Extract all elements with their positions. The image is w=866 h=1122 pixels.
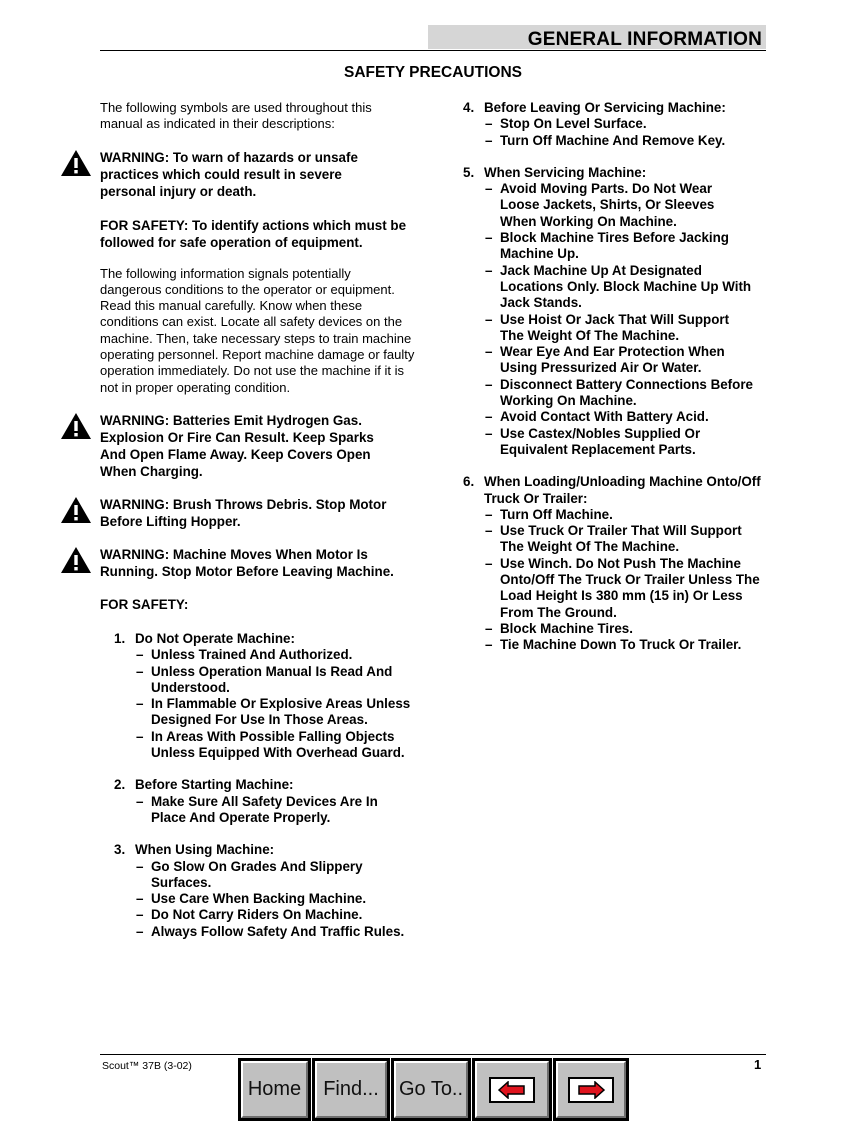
safety-item-3 [114, 842, 414, 940]
list-item: – Unless Operation Manual Is Read And Understood. [136, 663, 393, 695]
list-item: – Jack Machine Up At Designated Locations Only. Block Machine Up With Jack Stands. [485, 262, 752, 311]
sub-item-text: Unless Trained And Authorized. [151, 647, 353, 663]
warning-machine-text: WARNING: Machine Moves When Motor Is Running. Stop Motor Before Leaving Machine. [100, 546, 394, 579]
warning-batteries [100, 412, 400, 480]
sub-item-text: Use Castex/Nobles Supplied Or Equivalent Replacement Parts. [500, 425, 701, 457]
left-column [100, 100, 430, 940]
sub-item-text: Avoid Contact With Battery Acid. [500, 409, 709, 425]
list-item: – Disconnect Battery Connections Before Working On Machine. [485, 376, 753, 409]
sub-item-text: Avoid Moving Parts. Do Not Wear Loose Jackets, Shirts, Or Sleeves When Working On Machine. [500, 181, 715, 229]
warning-machine-moves [100, 546, 425, 580]
arrow-right-icon [568, 1077, 614, 1103]
safety-item-1 [114, 631, 414, 761]
list-item: – Unless Trained And Authorized. [136, 647, 353, 663]
list-item: – In Areas With Possible Falling Objects Unless Equipped With Overhead Guard. [136, 728, 405, 761]
item-title: Before Leaving Or Servicing Machine: [484, 100, 726, 115]
find-button-label: Find... [323, 1078, 379, 1100]
list-item: – Use Care When Backing Machine. [136, 891, 367, 907]
goto-button-label: Go To.. [398, 1078, 464, 1100]
sub-item-text: In Areas With Possible Falling Objects Unless Equipped With Overhead Guard. [151, 728, 405, 761]
sub-item-text: Turn Off Machine And Remove Key. [500, 132, 726, 148]
safety-item-4 [463, 100, 763, 149]
list-item: – Wear Eye And Ear Protection When Using Pressurized Air Or Water. [485, 344, 725, 376]
list-item: – Use Truck Or Trailer That Will Support The Weight Of The Machine. [485, 523, 742, 555]
safety-list-left [114, 631, 414, 940]
list-item: – Do Not Carry Riders On Machine. [136, 907, 363, 923]
sub-item-text: Do Not Carry Riders On Machine. [151, 907, 363, 923]
list-item: – Turn Off Machine. [485, 506, 613, 522]
list-item: – Stop On Level Surface. [485, 116, 647, 132]
list-item: – Avoid Contact With Battery Acid. [485, 409, 709, 425]
for-safety-heading: FOR SAFETY: [100, 596, 189, 612]
warning-brush-text: WARNING: Brush Throws Debris. Stop Motor Before Lifting Hopper. [100, 496, 387, 529]
warning-triangle-icon [60, 412, 92, 440]
arrow-left-icon [489, 1077, 535, 1103]
sub-item-text: Unless Operation Manual Is Read And Understood. [151, 663, 393, 695]
home-button[interactable] [238, 1058, 311, 1121]
sub-item-text: Jack Machine Up At Designated Locations Only. Block Machine Up With Jack Stands. [500, 262, 752, 311]
sub-item-text: Disconnect Battery Connections Before Working On Machine. [500, 376, 753, 409]
list-item: – Use Castex/Nobles Supplied Or Equivalent Replacement Parts. [485, 425, 701, 457]
list-item: – Go Slow On Grades And Slippery Surfaces. [136, 858, 363, 890]
find-button[interactable] [312, 1058, 390, 1121]
list-item: – In Flammable Or Explosive Areas Unless Designed For Use In Those Areas. [136, 696, 411, 728]
goto-button[interactable] [391, 1058, 471, 1121]
sub-item-text: Always Follow Safety And Traffic Rules. [151, 923, 405, 939]
item-number: 4. [463, 100, 475, 115]
item-title: Do Not Operate Machine: [135, 630, 295, 646]
item-number: 5. [463, 164, 475, 180]
item-title: When Servicing Machine: [484, 164, 647, 180]
list-item: – Block Machine Tires Before Jacking Machine Up. [485, 230, 729, 262]
header-rule [100, 50, 766, 51]
warning-definition-text: WARNING: To warn of hazards or unsafe practices which could result in severe personal injury or death. [100, 149, 358, 199]
footer-doc-id: Scout™ 37B (3-02) [102, 1060, 192, 1072]
warning-brush [100, 496, 415, 530]
intro-text: The following symbols are used throughout this manual as indicated in their descriptions: [100, 100, 372, 132]
item-number: 1. [114, 630, 126, 646]
signals-text: The following information signals potentially dangerous conditions to the operator or equipment. Read this manual carefully. Know when these conditions can exist. Locate all safety devices on the machine. Then, take necessary steps to train machine operating personnel. Report machine damage or faulty operation immediately. Do not use the machine if it is not in proper operating condition. [100, 265, 415, 395]
sub-item-text: Use Truck Or Trailer That Will Support The Weight Of The Machine. [500, 523, 742, 555]
safety-item-6 [463, 474, 763, 653]
item-number: 6. [463, 474, 475, 490]
for-safety-definition: FOR SAFETY: To identify actions which must be followed for safe operation of equipment. [100, 217, 407, 250]
sub-item-text: Stop On Level Surface. [500, 116, 647, 132]
item-number: 2. [114, 777, 126, 793]
list-item: – Avoid Moving Parts. Do Not Wear Loose Jackets, Shirts, Or Sleeves When Working On Machine. [485, 181, 715, 229]
home-button-label: Home [247, 1078, 302, 1100]
list-item: – Turn Off Machine And Remove Key. [485, 132, 726, 148]
sub-item-text: Block Machine Tires. [500, 620, 633, 636]
page-title: SAFETY PRECAUTIONS [344, 64, 522, 81]
item-number: 3. [114, 842, 126, 858]
sub-item-text: Tie Machine Down To Truck Or Trailer. [500, 637, 742, 653]
sub-item-text: Block Machine Tires Before Jacking Machine Up. [500, 230, 729, 262]
list-item: – Make Sure All Safety Devices Are In Place And Operate Properly. [136, 793, 378, 825]
list-item: – Tie Machine Down To Truck Or Trailer. [485, 637, 742, 653]
sub-item-text: Use Care When Backing Machine. [151, 891, 367, 907]
footer-rule [100, 1054, 766, 1055]
warning-triangle-icon [60, 149, 92, 177]
sub-item-text: In Flammable Or Explosive Areas Unless Designed For Use In Those Areas. [151, 696, 411, 728]
item-title: When Using Machine: [135, 842, 275, 858]
sub-item-text: Wear Eye And Ear Protection When Using Pressurized Air Or Water. [500, 344, 725, 376]
warning-batteries-text: WARNING: Batteries Emit Hydrogen Gas. Explosion Or Fire Can Result. Keep Sparks And Open Flame Away. Keep Covers Open When Charging. [100, 412, 374, 479]
item-title: Before Starting Machine: [135, 777, 294, 793]
sub-item-text: Go Slow On Grades And Slippery Surfaces. [151, 858, 363, 890]
page-number: 1 [754, 1057, 762, 1072]
sub-item-text: Use Hoist Or Jack That Will Support The Weight Of The Machine. [500, 311, 730, 343]
section-title: GENERAL INFORMATION [527, 29, 762, 50]
list-item: – Use Hoist Or Jack That Will Support The Weight Of The Machine. [485, 311, 730, 343]
item-title: When Loading/Unloading Machine Onto/Off Truck Or Trailer: [484, 474, 761, 506]
list-item: – Always Follow Safety And Traffic Rules. [136, 923, 405, 939]
previous-page-button[interactable] [472, 1058, 552, 1121]
sub-item-text: Make Sure All Safety Devices Are In Place And Operate Properly. [151, 793, 378, 825]
next-page-button[interactable] [553, 1058, 629, 1121]
sub-item-text: Turn Off Machine. [500, 506, 613, 522]
list-item: – Use Winch. Do Not Push The Machine Onto/Off The Truck Or Trailer Unless The Load Height Is 380 mm (15 in) Or Less From The Ground. [485, 555, 760, 620]
warning-triangle-icon [60, 546, 92, 574]
right-column [463, 100, 783, 654]
safety-item-5 [463, 165, 753, 458]
warning-definition [100, 149, 390, 200]
sub-item-text: Use Winch. Do Not Push The Machine Onto/Off The Truck Or Trailer Unless The Load Height Is 380 mm (15 in) Or Less From The Ground. [500, 555, 760, 620]
warning-triangle-icon [60, 496, 92, 524]
list-item: – Block Machine Tires. [485, 620, 633, 636]
safety-item-2 [114, 777, 414, 826]
